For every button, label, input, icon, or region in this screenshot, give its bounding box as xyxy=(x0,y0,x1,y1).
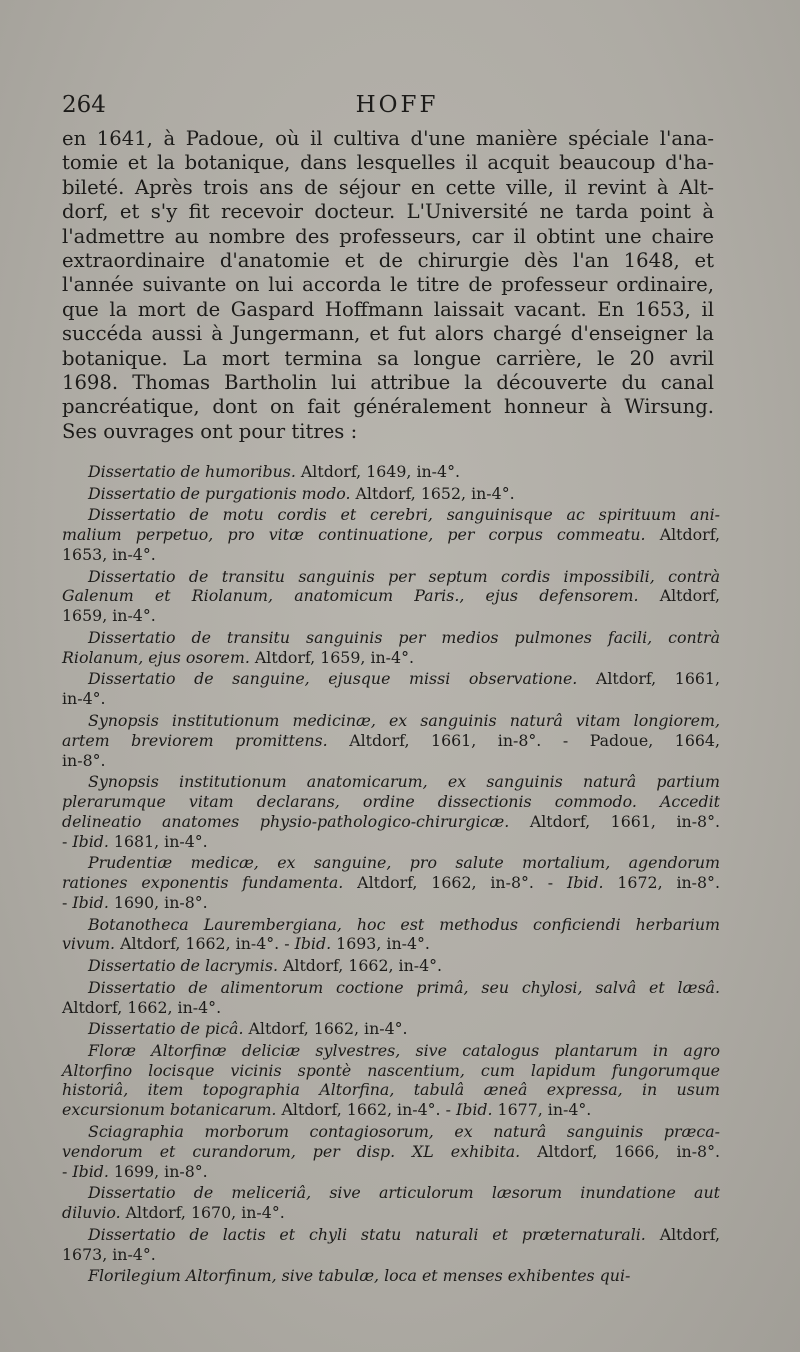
imprint-text: in-8°. xyxy=(62,750,106,770)
paragraph-line: l'année suivante on lui accorda le titre de professeur ordinaire, xyxy=(62,273,714,297)
title-text: Galenum et Riolanum, anatomicum Paris., ejus defensorem. xyxy=(62,586,639,606)
imprint-text: - xyxy=(62,892,73,912)
entry-line xyxy=(62,1142,720,1162)
entry-line xyxy=(62,567,720,587)
bibliography-entry xyxy=(62,1041,720,1120)
imprint-text: Altdorf, 1652, in-4°. xyxy=(350,483,515,503)
imprint-text: Altdorf, 1662, in-8°. - xyxy=(343,873,567,893)
imprint-text: 1677, in-4°. xyxy=(492,1100,592,1120)
title-text: Dissertatio de sanguine, ejusque missi observatione. xyxy=(88,669,578,689)
imprint-text: Altdorf, 1662, in-4°. xyxy=(277,956,443,976)
title-text: Dissertatio de lactis et chyli statu naturali et præternaturali. xyxy=(88,1224,646,1244)
bibliography-entry xyxy=(62,915,720,955)
bibliography-entry xyxy=(62,505,720,564)
bibliography-entry xyxy=(62,853,720,912)
imprint-text: Altdorf, 1661, in-8°. - Padoue, 1664, xyxy=(327,730,720,750)
title-text: Ibid. xyxy=(566,873,604,893)
imprint-text: Altdorf, 1662, in-4°. xyxy=(62,997,222,1017)
entry-line xyxy=(62,606,720,626)
title-text: Dissertatio de transitu sanguinis per septum cordis impossibili, contrà xyxy=(88,566,720,586)
title-text: Dissertatio de lacrymis. xyxy=(88,956,278,976)
entry-line xyxy=(62,853,720,873)
title-text: Prudentiæ medicæ, ex sanguine, pro salute mortalium, agendorum xyxy=(88,853,720,873)
paragraph-line: botanique. La mort termina sa longue carrière, le 20 avril xyxy=(62,346,714,370)
title-text: vivum. xyxy=(62,934,116,954)
imprint-text: Altdorf, xyxy=(645,1224,720,1244)
entry-line xyxy=(62,915,720,935)
entry-line xyxy=(62,978,720,998)
title-text: Dissertatio de alimentorum coctione primâ, seu chylosi, salvâ et læsâ. xyxy=(88,977,720,997)
title-text: Dissertatio de purgationis modo. xyxy=(88,483,351,503)
imprint-text: Altdorf, 1649, in-4°. xyxy=(295,462,460,481)
imprint-text: Altdorf, 1662, in-4°. - xyxy=(276,1100,456,1120)
imprint-text: 1659, in-4°. xyxy=(62,606,156,626)
paragraph-line: extraordinaire d'anatomie et de chirurgie dès l'an 1648, et xyxy=(62,249,714,273)
bibliography-entry xyxy=(62,628,720,668)
entry-line xyxy=(62,1266,720,1286)
entry-line xyxy=(62,1225,720,1245)
entry-line xyxy=(62,792,720,812)
imprint-text: - xyxy=(62,831,73,851)
page-number: 264 xyxy=(62,92,106,118)
entry-line xyxy=(62,1162,720,1182)
title-text: Dissertatio de meliceriâ, sive articulorum læsorum inundatione aut xyxy=(88,1183,720,1203)
entry-line xyxy=(62,462,720,482)
title-text: Altorfino locisque vicinis spontè nascentium, cum lapidum fungorumque xyxy=(62,1060,720,1080)
imprint-text: Altdorf, xyxy=(638,586,720,606)
entry-line xyxy=(62,1100,720,1120)
page-header xyxy=(62,92,732,122)
entry-line xyxy=(62,586,720,606)
entry-line xyxy=(62,648,720,668)
paragraph-line: Ses ouvrages ont pour titres : xyxy=(62,419,358,443)
entry-line xyxy=(62,525,720,545)
entry-line xyxy=(62,812,720,832)
imprint-text: Altdorf, 1666, in-8°. xyxy=(520,1141,721,1161)
bibliography-entry xyxy=(62,956,720,976)
imprint-text: 1690, in-8°. xyxy=(108,892,208,912)
running-head: HOFF xyxy=(355,92,439,118)
imprint-text: 1681, in-4°. xyxy=(108,831,208,851)
paragraph-line: l'admettre au nombre des professeurs, car il obtint une chaire xyxy=(62,224,714,248)
imprint-text: Altdorf, 1662, in-4°. xyxy=(243,1019,408,1039)
entry-line xyxy=(62,772,720,792)
title-text: Ibid. xyxy=(294,934,332,954)
bibliography-entry xyxy=(62,1122,720,1181)
imprint-text: Altdorf, 1659, in-4°. xyxy=(249,647,414,667)
entry-line xyxy=(62,711,720,731)
bibliography-entry xyxy=(62,462,720,482)
bibliography-entry xyxy=(62,1183,720,1223)
title-text: vendorum et curandorum, per disp. XL exhibita. xyxy=(62,1141,521,1161)
title-text: Synopsis institutionum anatomicarum, ex sanguinis naturâ partium xyxy=(88,772,720,792)
entry-line xyxy=(62,1041,720,1061)
paragraph-line: en 1641, à Padoue, où il cultiva d'une manière spéciale l'ana- xyxy=(62,127,714,150)
bibliography-entry xyxy=(62,978,720,1018)
title-text: Dissertatio de humoribus. xyxy=(88,462,296,481)
title-text: Dissertatio de motu cordis et cerebri, sanguinisque ac spirituum ani- xyxy=(88,505,720,525)
imprint-text: - xyxy=(62,1161,73,1181)
title-text: Riolanum, ejus osorem. xyxy=(62,647,250,667)
entry-line xyxy=(62,1019,720,1039)
biography-paragraph xyxy=(62,127,714,444)
paragraph-line: que la mort de Gaspard Hoffmann laissait vacant. En 1653, il xyxy=(62,297,714,321)
title-text: rationes exponentis fundamenta. xyxy=(62,873,344,893)
entry-line xyxy=(62,873,720,893)
title-text: Floræ Altorfinæ deliciæ sylvestres, sive catalogus plantarum in agro xyxy=(88,1040,720,1060)
entry-line xyxy=(62,1122,720,1142)
entry-line xyxy=(62,505,720,525)
title-text: Ibid. xyxy=(455,1100,493,1120)
entry-line xyxy=(62,689,720,709)
entry-line xyxy=(62,956,720,976)
imprint-text: Altdorf, 1661, in-8°. xyxy=(509,811,721,831)
bibliography-entry xyxy=(62,1019,720,1039)
bibliography-entry xyxy=(62,669,720,709)
entry-line xyxy=(62,731,720,751)
entry-line xyxy=(62,1245,720,1265)
entry-line xyxy=(62,484,720,504)
entry-line xyxy=(62,1183,720,1203)
paragraph-line: succéda aussi à Jungermann, et fut alors chargé d'enseigner la xyxy=(62,322,714,346)
bibliography-list xyxy=(62,462,720,1288)
entry-line xyxy=(62,751,720,771)
bibliography-entry xyxy=(62,772,720,851)
title-text: delineatio anatomes physio-pathologico-chirurgicæ. xyxy=(62,811,510,831)
imprint-text: Altdorf, 1670, in-4°. xyxy=(120,1203,285,1223)
paragraph-line: dorf, et s'y fit recevoir docteur. L'Université ne tarda point à xyxy=(62,200,714,224)
entry-line xyxy=(62,669,720,689)
title-text: Botanotheca Laurembergiana, hoc est methodus conficiendi herbarium xyxy=(88,914,720,934)
bibliography-entry xyxy=(62,484,720,504)
title-text: malium perpetuo, pro vitæ continuatione, per corpus commeatu. xyxy=(62,525,646,545)
paragraph-line: 1698. Thomas Bartholin lui attribue la découverte du canal xyxy=(62,371,714,395)
title-text: Ibid. xyxy=(72,892,109,912)
title-text: excursionum botanicarum. xyxy=(62,1100,277,1120)
entry-line xyxy=(62,1061,720,1081)
imprint-text: 1673, in-4°. xyxy=(62,1244,156,1264)
imprint-text: Altdorf, 1662, in-4°. - xyxy=(115,934,295,954)
title-text: plerarumque vitam declarans, ordine dissectionis commodo. Accedit xyxy=(62,791,720,811)
title-text: Synopsis institutionum medicinæ, ex sanguinis naturâ vitam longiorem, xyxy=(88,710,720,730)
title-text: Dissertatio de transitu sanguinis per medios pulmones facili, contrà xyxy=(88,627,720,647)
imprint-text: 1693, in-4°. xyxy=(331,934,430,954)
imprint-text: 1672, in-8°. xyxy=(603,873,720,893)
bibliography-entry xyxy=(62,567,720,626)
title-text: Sciagraphia morborum contagiosorum, ex naturâ sanguinis præca- xyxy=(88,1121,720,1141)
paragraph-line: pancréatique, dont on fait généralement honneur à Wirsung. xyxy=(62,395,714,419)
imprint-text: Altdorf, 1661, xyxy=(577,669,720,689)
title-text: Ibid. xyxy=(72,1161,109,1181)
paragraph-line: bileté. Après trois ans de séjour en cette ville, il revint à Alt- xyxy=(62,175,714,199)
imprint-text: 1699, in-8°. xyxy=(108,1161,208,1181)
paragraph-line: tomie et la botanique, dans lesquelles il acquit beaucoup d'ha- xyxy=(62,151,714,175)
entry-line xyxy=(62,832,720,852)
title-text: Dissertatio de picâ. xyxy=(88,1019,244,1039)
imprint-text: 1653, in-4°. xyxy=(62,544,156,564)
entry-line xyxy=(62,934,720,954)
entry-line xyxy=(62,628,720,648)
imprint-text: Altdorf, xyxy=(645,525,721,545)
entry-line xyxy=(62,893,720,913)
bibliography-entry xyxy=(62,1225,720,1265)
entry-line xyxy=(62,1080,720,1100)
entry-line xyxy=(62,1203,720,1223)
title-text: artem breviorem promittens. xyxy=(62,730,328,750)
title-text: diluvio. xyxy=(62,1203,121,1223)
bibliography-entry xyxy=(62,1266,720,1286)
title-text: Florilegium Altorfinum, sive tabulæ, loca et menses exhibentes qui- xyxy=(88,1266,631,1286)
bibliography-entry xyxy=(62,711,720,770)
imprint-text: in-4°. xyxy=(62,689,106,709)
entry-line xyxy=(62,998,720,1018)
title-text: historiâ, item topographia Altorfina, tabulâ æneâ expressa, in usum xyxy=(62,1080,720,1100)
entry-line xyxy=(62,545,720,565)
title-text: Ibid. xyxy=(72,831,109,851)
